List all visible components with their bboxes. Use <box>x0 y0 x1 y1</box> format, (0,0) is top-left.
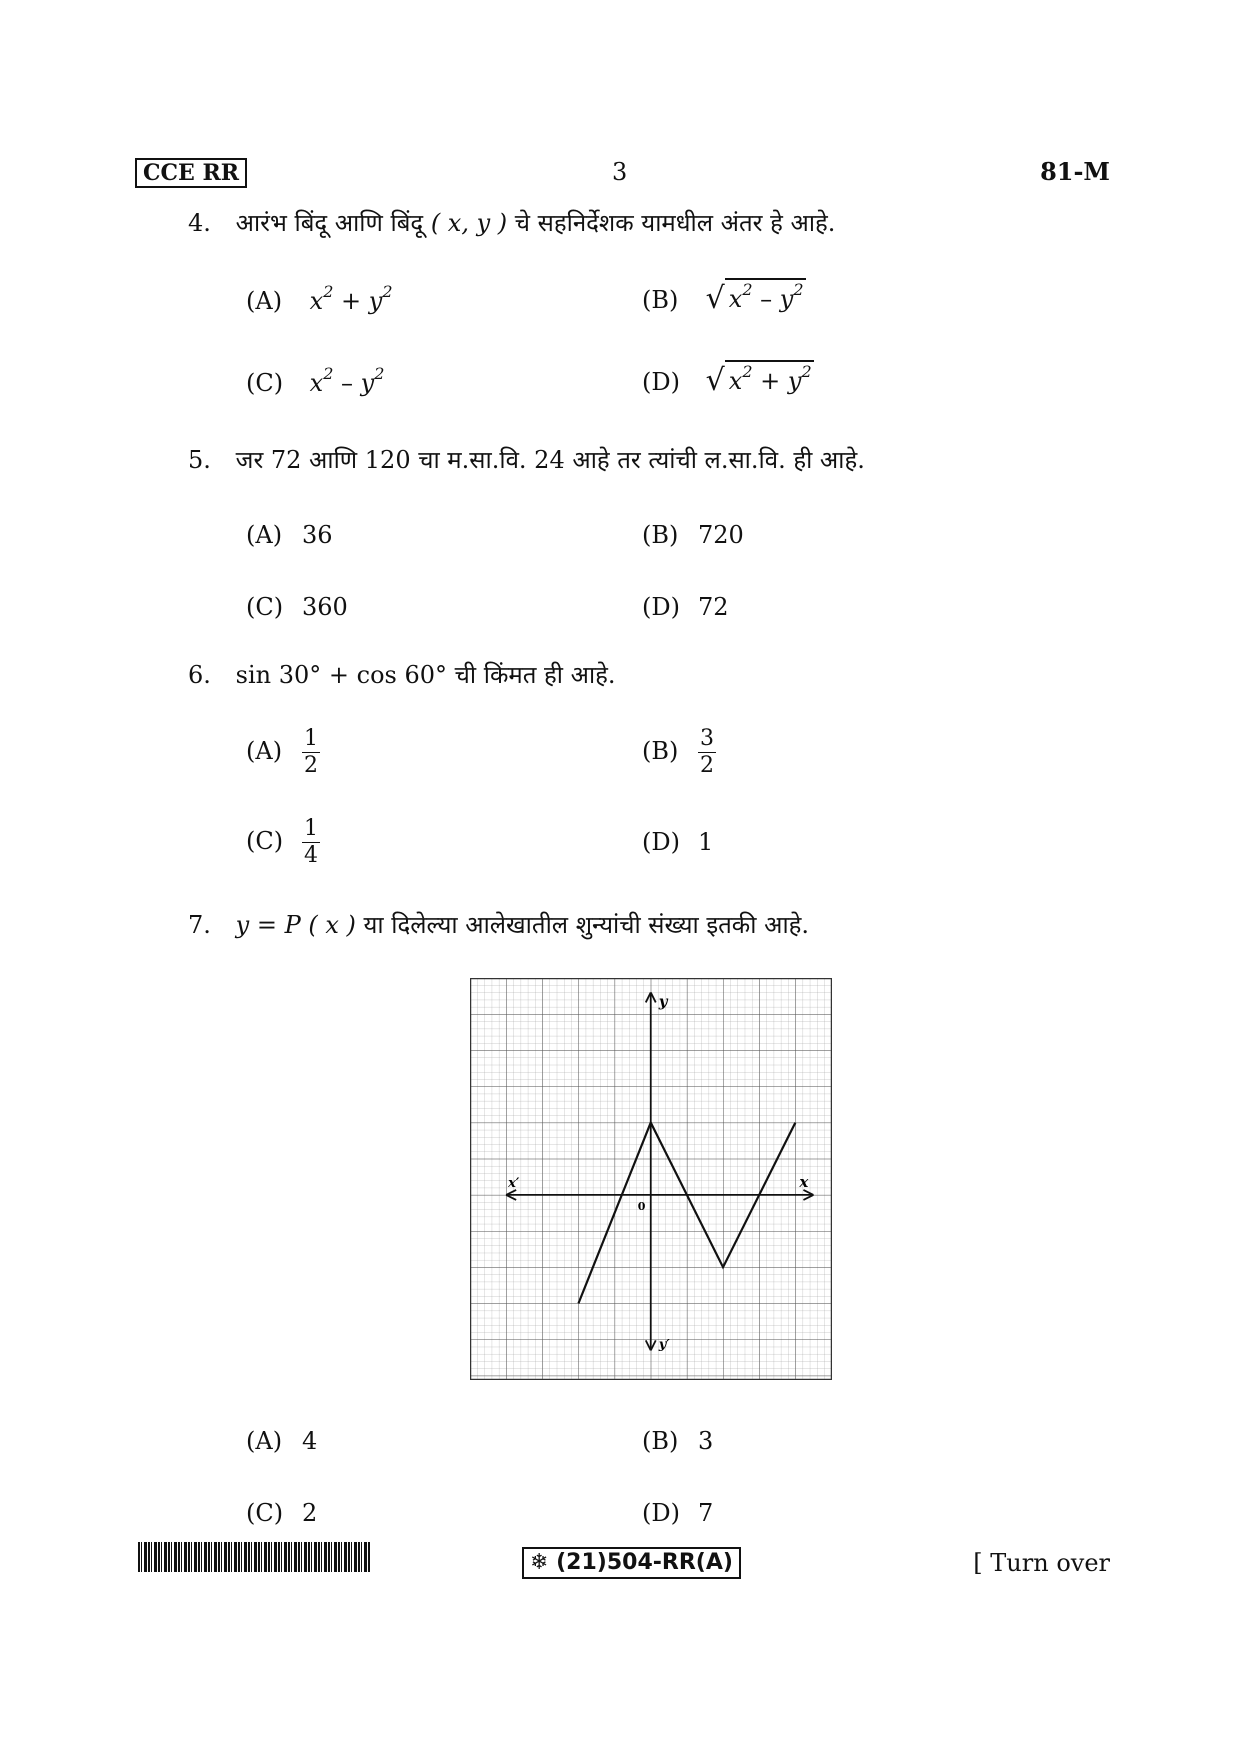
question-number: 7. <box>188 911 211 939</box>
option-label: (A) <box>246 287 283 315</box>
option-label: (C) <box>246 593 284 621</box>
y-axis-label: y <box>658 992 668 1011</box>
question-number: 6. <box>188 661 211 689</box>
page-number: 3 <box>612 158 628 186</box>
question-number: 5. <box>188 446 211 474</box>
turn-over-note: [ Turn over <box>973 1549 1110 1577</box>
option-a[interactable] <box>246 1426 317 1456</box>
option-d[interactable] <box>642 360 814 397</box>
option-label: (B) <box>642 1427 679 1455</box>
question-text: ची किंमत ही आहे. <box>454 661 616 689</box>
option-value: 72 <box>698 593 729 621</box>
point-coordinates: ( x, y ) <box>430 209 508 237</box>
option-value: 36 <box>302 521 333 549</box>
option-c[interactable] <box>246 592 348 622</box>
option-d[interactable] <box>642 827 713 857</box>
question-5 <box>188 445 865 475</box>
fraction: $\frac{1}{2}$ <box>304 726 318 778</box>
option-value: 7 <box>698 1499 714 1527</box>
x-prime-label: x′ <box>508 1175 520 1191</box>
option-b[interactable] <box>642 278 806 315</box>
origin-label: 0 <box>637 1199 646 1213</box>
trig-expression: sin 30° + cos 60° <box>235 661 447 689</box>
square-root-expression: √ $x^2 - y^2$ <box>705 280 804 316</box>
question-text: जर 72 आणि 120 चा म.सा.वि. 24 आहे तर त्यांची ल.सा.वि. ही आहे. <box>235 446 865 474</box>
option-c[interactable] <box>246 1498 317 1528</box>
option-a[interactable] <box>246 282 393 316</box>
option-value: 1 <box>698 828 714 856</box>
option-label: (B) <box>642 521 679 549</box>
paper-tag: CCE RR <box>135 158 247 188</box>
option-c[interactable] <box>246 816 320 869</box>
option-label: (D) <box>642 593 680 621</box>
option-expression: $x^2 - y^2$ <box>309 364 385 397</box>
barcode <box>138 1542 370 1572</box>
option-b[interactable] <box>642 1426 713 1456</box>
snowflake-icon: ❄ <box>530 1550 549 1575</box>
question-text: आरंभ बिंदू आणि बिंदू <box>235 209 424 237</box>
option-a[interactable] <box>246 726 320 779</box>
booklet-code: ❄ (21)504-RR(A) <box>522 1547 741 1579</box>
option-label: (D) <box>642 1499 680 1527</box>
option-label: (B) <box>642 286 679 314</box>
y-prime-label: y′ <box>658 1337 670 1353</box>
option-value: 4 <box>302 1427 318 1455</box>
option-value: 2 <box>302 1499 318 1527</box>
option-label: (D) <box>642 828 680 856</box>
option-value: 3 <box>698 1427 714 1455</box>
fraction: $\frac{1}{4}$ <box>304 816 318 868</box>
fraction: $\frac{3}{2}$ <box>700 726 714 778</box>
polynomial-graph <box>470 978 832 1380</box>
option-label: (A) <box>246 737 283 765</box>
option-b[interactable] <box>642 726 716 779</box>
question-6 <box>188 660 616 690</box>
question-text: चे सहनिर्देशक यामधील अंतर हे आहे. <box>514 209 836 237</box>
option-label: (C) <box>246 827 284 855</box>
option-label: (C) <box>246 369 284 397</box>
question-4 <box>188 208 835 238</box>
x-axis-label: x <box>799 1172 809 1191</box>
question-7 <box>188 910 809 940</box>
function-expression: y = P ( x ) <box>235 911 356 939</box>
option-c[interactable] <box>246 364 385 398</box>
option-expression: $x^2 + y^2$ <box>309 282 393 315</box>
option-d[interactable] <box>642 592 729 622</box>
paper-code: 81-M <box>1040 157 1110 186</box>
option-label: (D) <box>642 368 680 396</box>
option-a[interactable] <box>246 520 333 550</box>
question-number: 4. <box>188 209 211 237</box>
square-root-expression: √ $x^2 + y^2$ <box>705 362 812 398</box>
option-value: 720 <box>698 521 744 549</box>
option-b[interactable] <box>642 520 744 550</box>
option-value: 360 <box>302 593 348 621</box>
question-text: या दिलेल्या आलेखातील शुन्यांची संख्या इतकी आहे. <box>363 911 809 939</box>
option-label: (C) <box>246 1499 284 1527</box>
option-label: (B) <box>642 737 679 765</box>
option-d[interactable] <box>642 1498 713 1528</box>
option-label: (A) <box>246 521 283 549</box>
option-label: (A) <box>246 1427 283 1455</box>
